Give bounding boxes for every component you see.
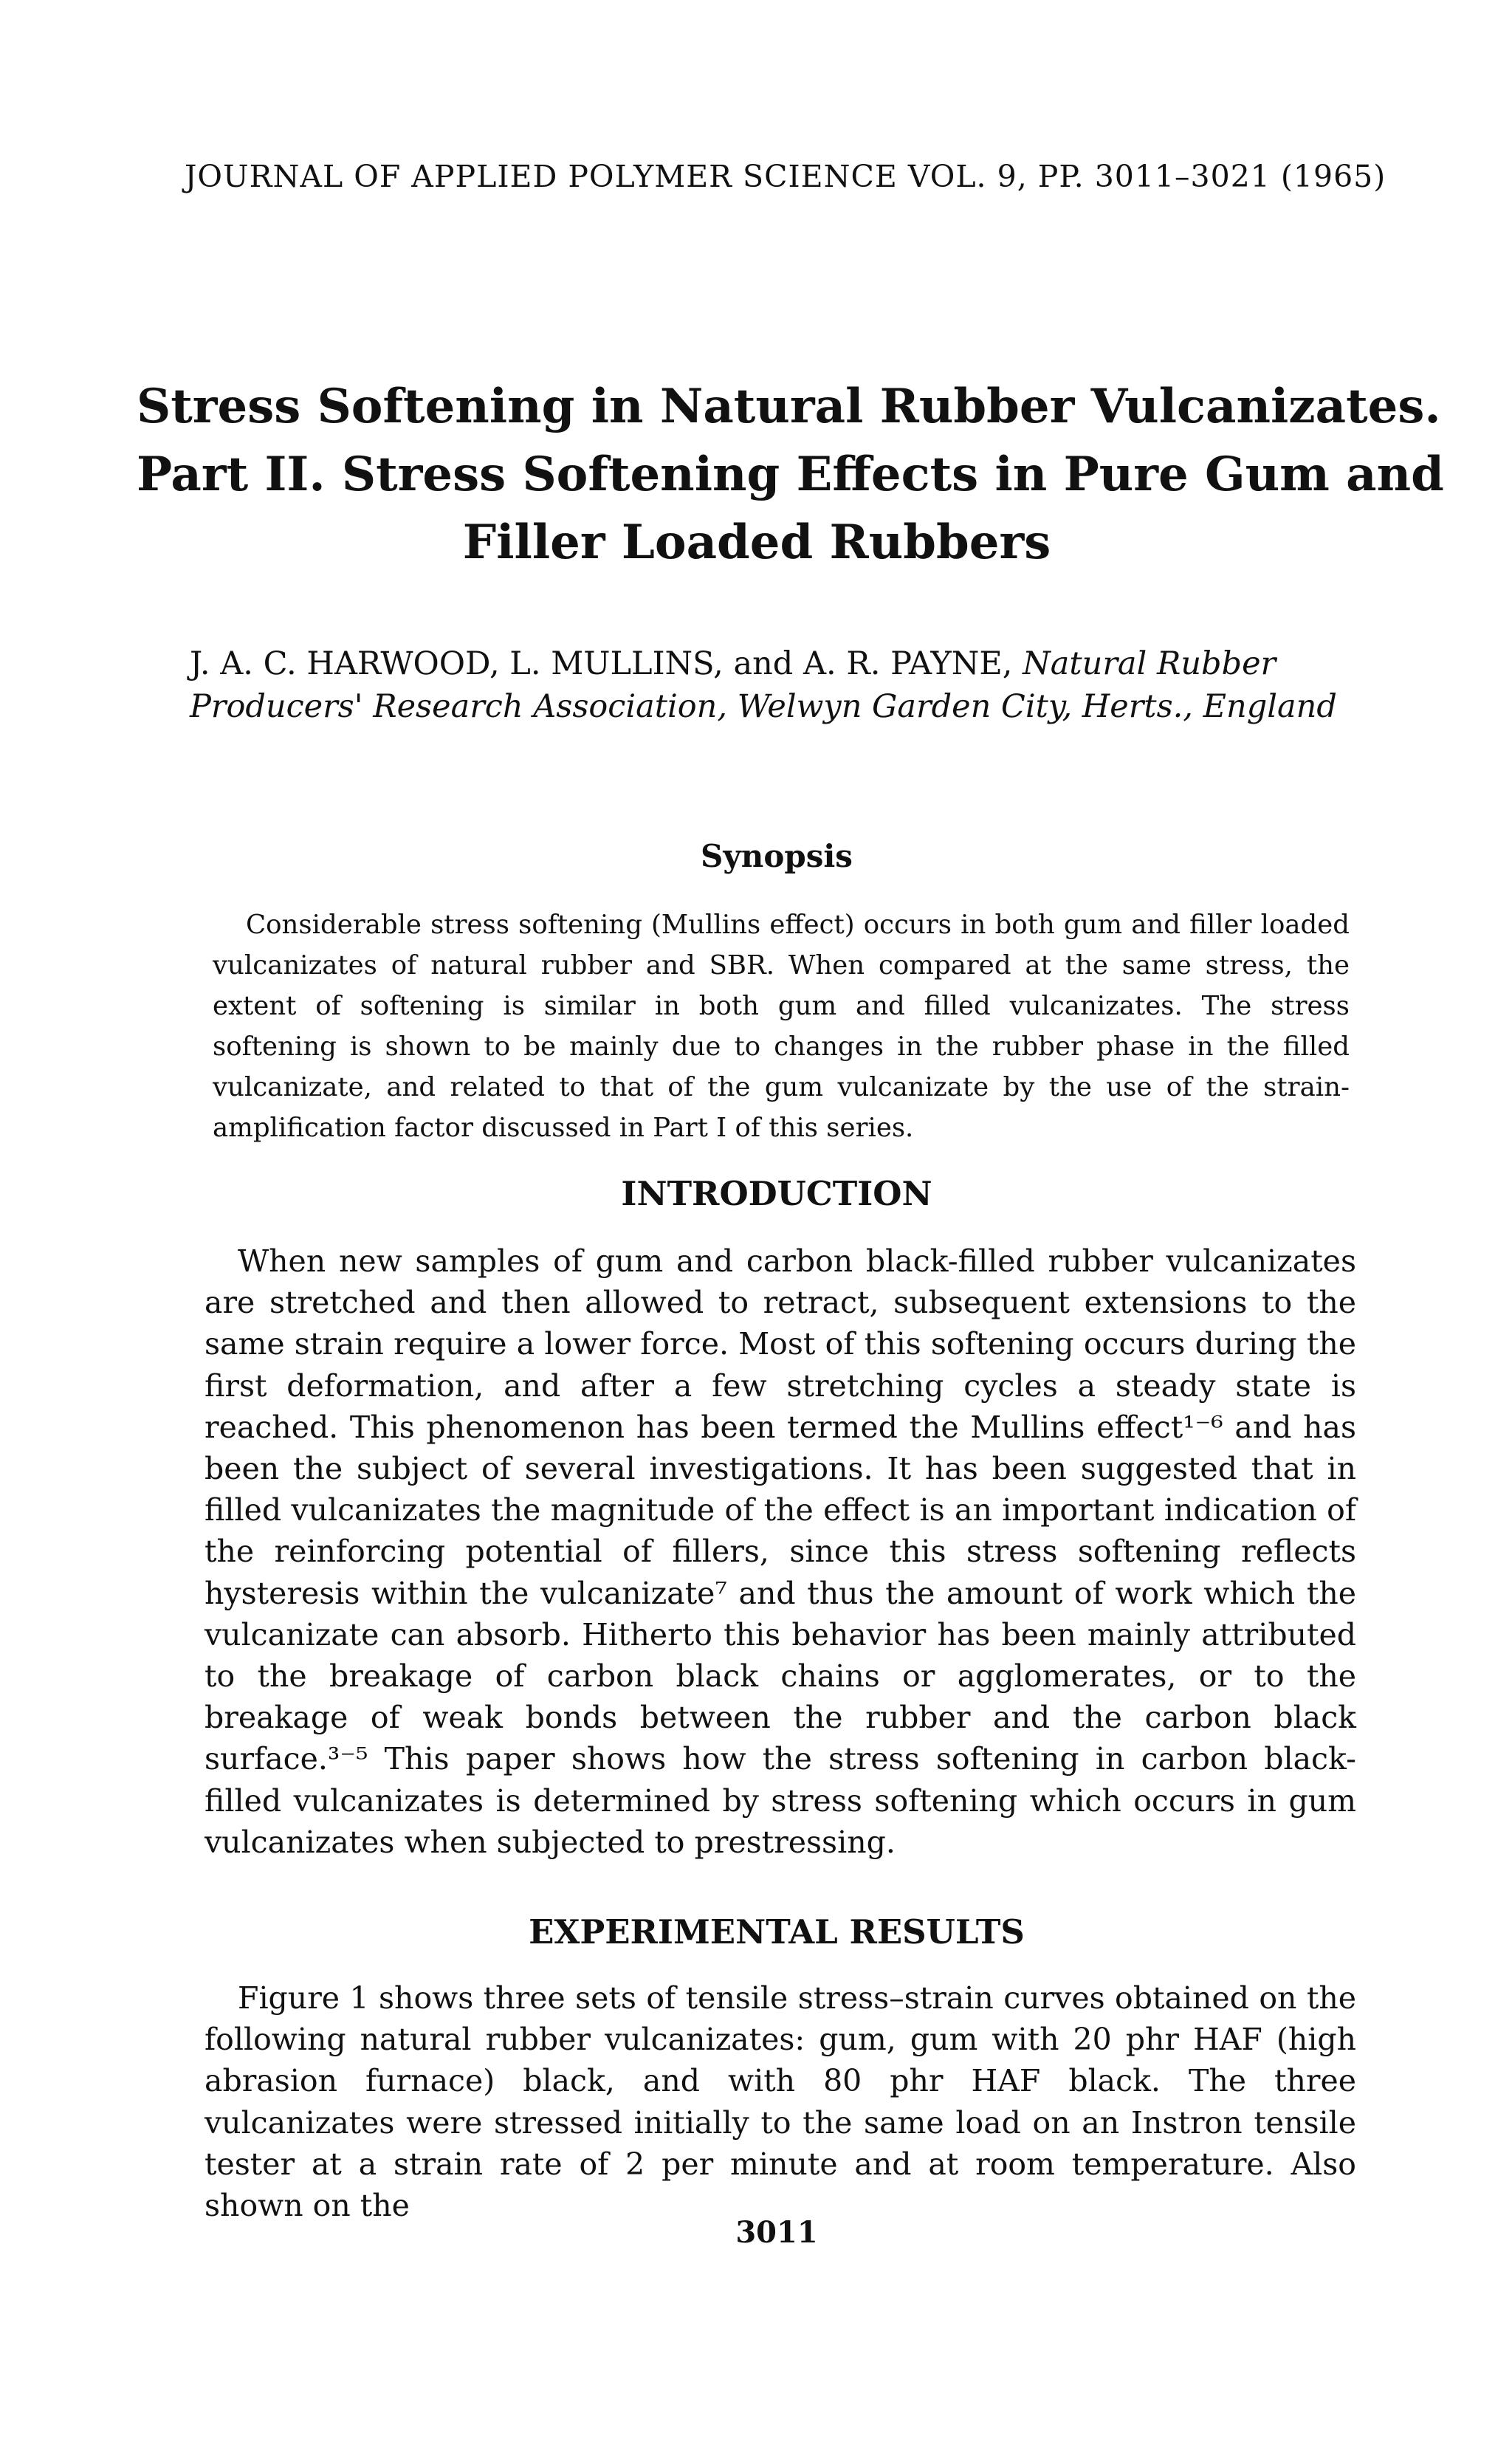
author-block [190,642,1341,728]
title-line-1: Stress Softening in Natural Rubber Vulcanizates. [137,379,1441,434]
affiliation-start: Natural Rubber [1023,645,1276,682]
affiliation-rest: Producers' Research Association, Welwyn Garden City, Herts., England [190,688,1337,725]
author-line-2 [190,685,1341,728]
page-number: 3011 [735,2215,818,2250]
synopsis-heading: Synopsis [701,838,853,874]
experimental-text: Figure 1 shows three sets of tensile stress–strain curves obtained on the following natural rubber vulcanizates: gum, gum with 20 phr HAF (high abrasion furnace) black, and with 80 phr HAF black. The three vulcanizates were stressed initially to the same load on an Instron tensile tester at a strain rate of 2 per minute and at room temperature. Also shown on the [205,1980,1356,2224]
author-names: J. A. C. HARWOOD, L. MULLINS, and A. R. PAYNE, [190,645,1023,682]
introduction-heading: INTRODUCTION [621,1174,932,1213]
title-line-3: Filler Loaded Rubbers [462,515,1051,570]
title-line-2: Part II. Stress Softening Effects in Pure Gum and [137,447,1444,502]
experimental-heading: EXPERIMENTAL RESULTS [529,1912,1025,1952]
author-line-1 [190,642,1341,685]
synopsis-text: Considerable stress softening (Mullins effect) occurs in both gum and filler loaded vulcanizates of natural rubber and SBR. When compared at the same stress, the extent of softening is similar in both gum and filled vulcanizates. The stress softening is shown to be mainly due to changes in the rubber phase in the filled vulcanizate, and related to that of the gum vulcanizate by the use of the strain-amplification factor discussed in Part I of this series. [213,910,1350,1143]
running-head: JOURNAL OF APPLIED POLYMER SCIENCE VOL. 9, PP. 3011–3021 (1965) [185,159,1386,194]
article-title [137,373,1444,577]
introduction-text: When new samples of gum and carbon black-filled rubber vulcanizates are stretched and then allowed to retract, subsequent extensions to the same strain require a lower force. Most of this softening occurs during the first deformation, and after a few stretching cycles a steady state is reached. This phenomenon has been termed the Mullins effect¹⁻⁶ and has been the subject of several investigations. It has been suggested that in filled vulcanizates the magnitude of the effect is an important indication of the reinforcing potential of fillers, since this stress softening reflects hysteresis within the vulcanizate⁷ and thus the amount of work which the vulcanizate can absorb. Hitherto this behavior has been mainly attributed to the breakage of carbon black chains or agglomerates, or to the breakage of weak bonds between the rubber and the carbon black surface.³⁻⁵ This paper shows how the stress softening in carbon black-filled vulcanizates is determined by stress softening which occurs in gum vulcanizates when subjected to prestressing. [205,1243,1356,1860]
